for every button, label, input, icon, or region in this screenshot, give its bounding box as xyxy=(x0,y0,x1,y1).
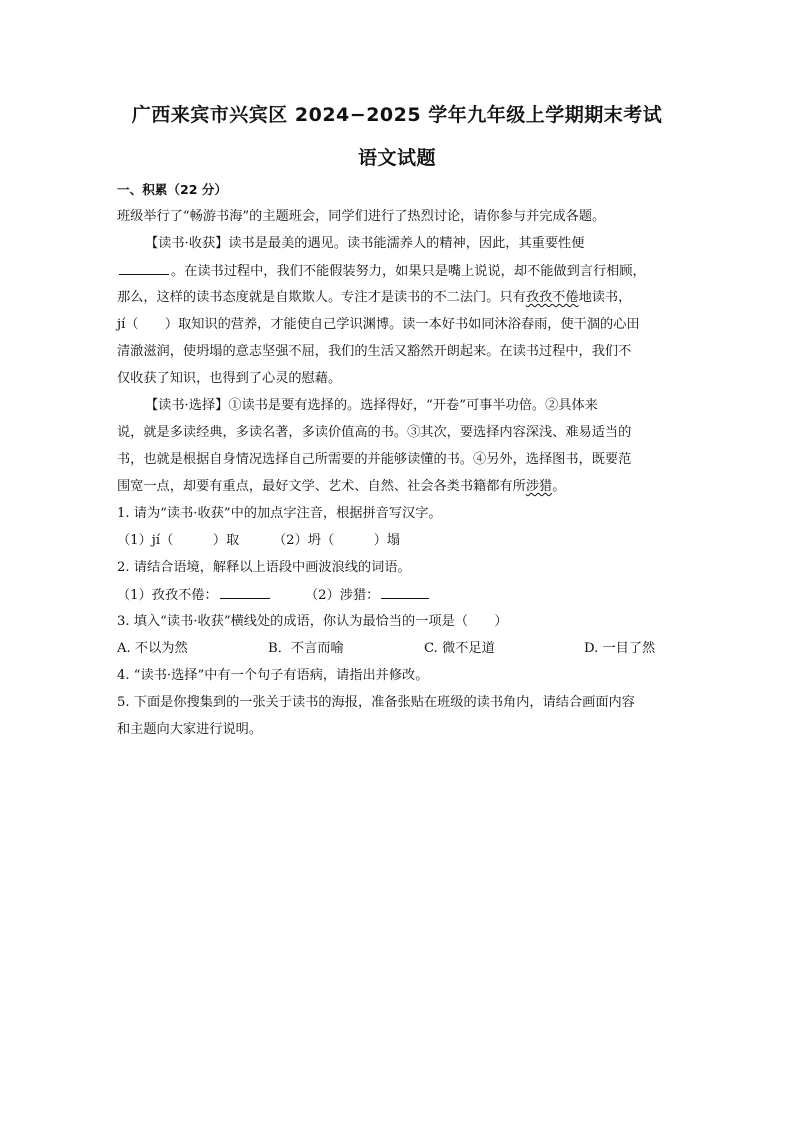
passage2-line1: 【读书·选择】①读书是要有选择的。选择得好，“开卷”可事半功倍。②具体来 xyxy=(145,398,598,413)
fill-in-blank xyxy=(119,262,169,275)
question-5-stem-line1: 5. 下面是你搜集到的一张关于读书的海报，准备张贴在班级的读书角内，请结合画面内容 xyxy=(117,695,635,710)
question-1-stem: 1. 请为“读书·收获”中的加点字注音，根据拼音写汉字。 xyxy=(117,506,442,521)
passage2-line2: 说，就是多读经典，多读名著，多读价值高的书。③其次，要选择内容深浅、难易适当的 xyxy=(117,425,632,440)
question-2-part2-label: （2）涉猎： xyxy=(305,588,380,603)
question-2-stem: 2. 请结合语境，解释以上语段中画波浪线的词语。 xyxy=(117,560,411,575)
answer-blank[interactable] xyxy=(381,586,429,599)
intro-text: 班级举行了“畅游书海”的主题班会，同学们进行了热烈讨论，请你参与并完成各题。 xyxy=(117,209,606,224)
question-4-stem: 4. “读书·选择”中有一个句子有语病，请指出并修改。 xyxy=(117,668,429,683)
passage1-line6: 仅收获了知识，也得到了心灵的慰藉。 xyxy=(117,371,342,386)
passage2-line4-after: 。 xyxy=(552,479,566,494)
passage2-line4-before: 围宽一点，却要有重点，最好文学、艺术、自然、社会各类书籍都有所 xyxy=(117,479,526,494)
passage1-line3-before: 那么，这样的读书态度就是自欺欺人。专注才是读书的不二法门。只有 xyxy=(117,290,526,305)
question-1-part1: （1）jí（ ）取 xyxy=(117,533,240,548)
passage1-line3-after: 地读书， xyxy=(578,290,632,305)
passage2-line4 xyxy=(117,478,565,496)
question-2-part1 xyxy=(117,586,272,605)
exam-title: 广西来宾市兴宾区 2024−2025 学年九年级上学期期末考试 xyxy=(131,104,663,126)
wavy-word-zizibujuan: 孜孜不倦 xyxy=(525,290,579,305)
section-heading: 一、积累（22 分） xyxy=(117,182,228,197)
passage1-line5: 清澈滋润，使坍塌的意志坚强不屈，我们的生活又豁然开朗起来。在读书过程中，我们不 xyxy=(117,344,632,359)
question-3-option-c[interactable]: C. 微不足道 xyxy=(424,641,495,656)
answer-blank[interactable] xyxy=(220,586,270,599)
passage1-line3 xyxy=(117,289,631,307)
passage1-line1: 【读书·收获】读书是最美的遇见。读书能濡养人的精神，因此，其重要性便 xyxy=(145,236,585,251)
question-2-part2 xyxy=(305,586,431,605)
passage2-line3: 书，也就是根据自身情况选择自己所需要的并能够读懂的书。④另外，选择图书，既要范 xyxy=(117,452,632,467)
passage1-line2-text: 。在读书过程中，我们不能假装努力，如果只是嘴上说说，却不能做到言行相顾， xyxy=(171,264,646,279)
question-3-option-d[interactable]: D. 一目了然 xyxy=(584,641,656,656)
question-1-part2: （2）坍（ ）塌 xyxy=(273,533,401,548)
question-3-option-b[interactable]: B．不言而喻 xyxy=(268,641,344,656)
question-3-option-a[interactable]: A. 不以为然 xyxy=(117,641,188,656)
question-3-stem: 3. 填入“读书·收获”横线处的成语，你认为最恰当的一项是（ ） xyxy=(117,614,508,629)
passage1-line4: jí（ ）取知识的营养，才能使自己学识渊博。读一本好书如同沐浴春雨，使干涸的心田 xyxy=(117,317,640,332)
question-2-part1-label: （1）孜孜不倦： xyxy=(117,588,218,603)
exam-subtitle: 语文试题 xyxy=(357,147,436,169)
question-5-stem-line2: 和主题向大家进行说明。 xyxy=(117,722,263,737)
passage1-line2 xyxy=(117,262,646,281)
wavy-word-shelie: 涉猎 xyxy=(525,479,553,494)
